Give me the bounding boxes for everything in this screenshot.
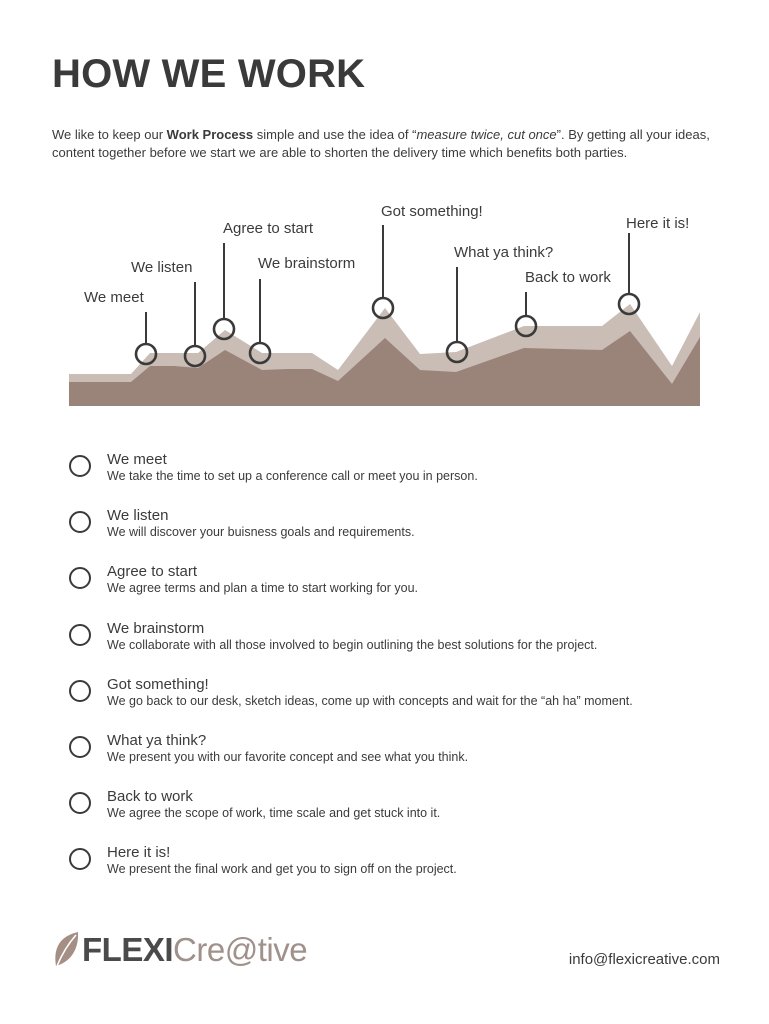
logo-text-bold: FLEXI	[82, 931, 174, 968]
list-item	[69, 788, 749, 844]
step-title: We meet	[107, 451, 167, 468]
step-circle-icon	[69, 848, 91, 870]
list-item	[69, 507, 749, 563]
chart-marker-3	[214, 220, 314, 339]
step-circle-icon	[69, 511, 91, 533]
step-description: We go back to our desk, sketch ideas, come up with concepts and wait for the “ah ha” moment.	[107, 693, 633, 708]
chart-label-what-ya-think: What ya think?	[454, 244, 554, 261]
step-title: Agree to start	[107, 563, 198, 581]
chart-marker-1	[84, 289, 156, 364]
flexi-creative-logo	[52, 928, 307, 972]
step-description: We present you with our favorite concept and see what you think.	[107, 749, 469, 764]
chart-label-we-meet: We meet	[84, 289, 144, 306]
step-title: We brainstorm	[107, 619, 205, 637]
process-steps-list	[69, 451, 749, 901]
contact-email: info@flexicreative.com	[568, 951, 720, 968]
chart-label-got-something: Got something!	[381, 203, 483, 220]
chart-marker-2	[131, 259, 205, 366]
step-circle-icon	[69, 792, 91, 814]
step-title: We listen	[107, 507, 169, 525]
step-description: We take the time to set up a conference call or meet you in person.	[107, 469, 478, 483]
chart-label-back-to-work: Back to work	[525, 269, 611, 286]
chart-label-we-listen: We listen	[131, 259, 193, 276]
chart-label-agree-to-start: Agree to start	[223, 220, 314, 237]
intro-text-1: We like to keep our	[52, 127, 167, 142]
logo-text-light: Cre@tive	[173, 931, 308, 968]
list-item	[69, 844, 749, 900]
chart-label-we-brainstorm: We brainstorm	[258, 255, 356, 272]
chart-marker-7	[516, 269, 611, 336]
leaf-icon	[52, 930, 80, 970]
intro-text-2: simple and use the idea of “	[253, 127, 417, 142]
intro-text-3: ”. By getting all your ideas, content together before we start we are able to shorten the delivery time which benefits both parties.	[52, 127, 710, 160]
step-circle-icon	[69, 567, 91, 589]
step-circle-icon	[69, 455, 91, 477]
step-description: We will discover your buisness goals and requirements.	[107, 525, 415, 540]
process-chart	[0, 190, 769, 420]
list-item	[69, 732, 749, 788]
list-item	[69, 451, 749, 507]
intro-italic: measure twice, cut once	[416, 127, 557, 142]
step-description: We present the final work and get you to sign off on the project.	[107, 862, 457, 877]
list-item	[69, 563, 749, 619]
step-title: Back to work	[107, 788, 193, 806]
step-title: Here it is!	[107, 844, 171, 862]
intro-bold: Work Process	[166, 127, 254, 142]
step-circle-icon	[69, 624, 91, 646]
step-description: We agree terms and plan a time to start working for you.	[107, 581, 419, 596]
list-item	[69, 676, 749, 732]
step-description: We collaborate with all those involved to begin outlining the best solutions for the project.	[107, 637, 598, 652]
intro-paragraph	[52, 126, 732, 162]
step-title: What ya think?	[107, 731, 207, 749]
step-title: Got something!	[107, 675, 209, 693]
chart-marker-4	[250, 255, 355, 363]
page-title: HOW WE WORK	[52, 52, 366, 96]
list-item	[69, 620, 749, 676]
step-circle-icon	[69, 680, 91, 702]
chart-marker-8	[619, 215, 689, 314]
step-description: We agree the scope of work, time scale and get stuck into it.	[107, 806, 441, 821]
chart-label-here-it-is: Here it is!	[626, 215, 690, 232]
step-circle-icon	[69, 736, 91, 758]
